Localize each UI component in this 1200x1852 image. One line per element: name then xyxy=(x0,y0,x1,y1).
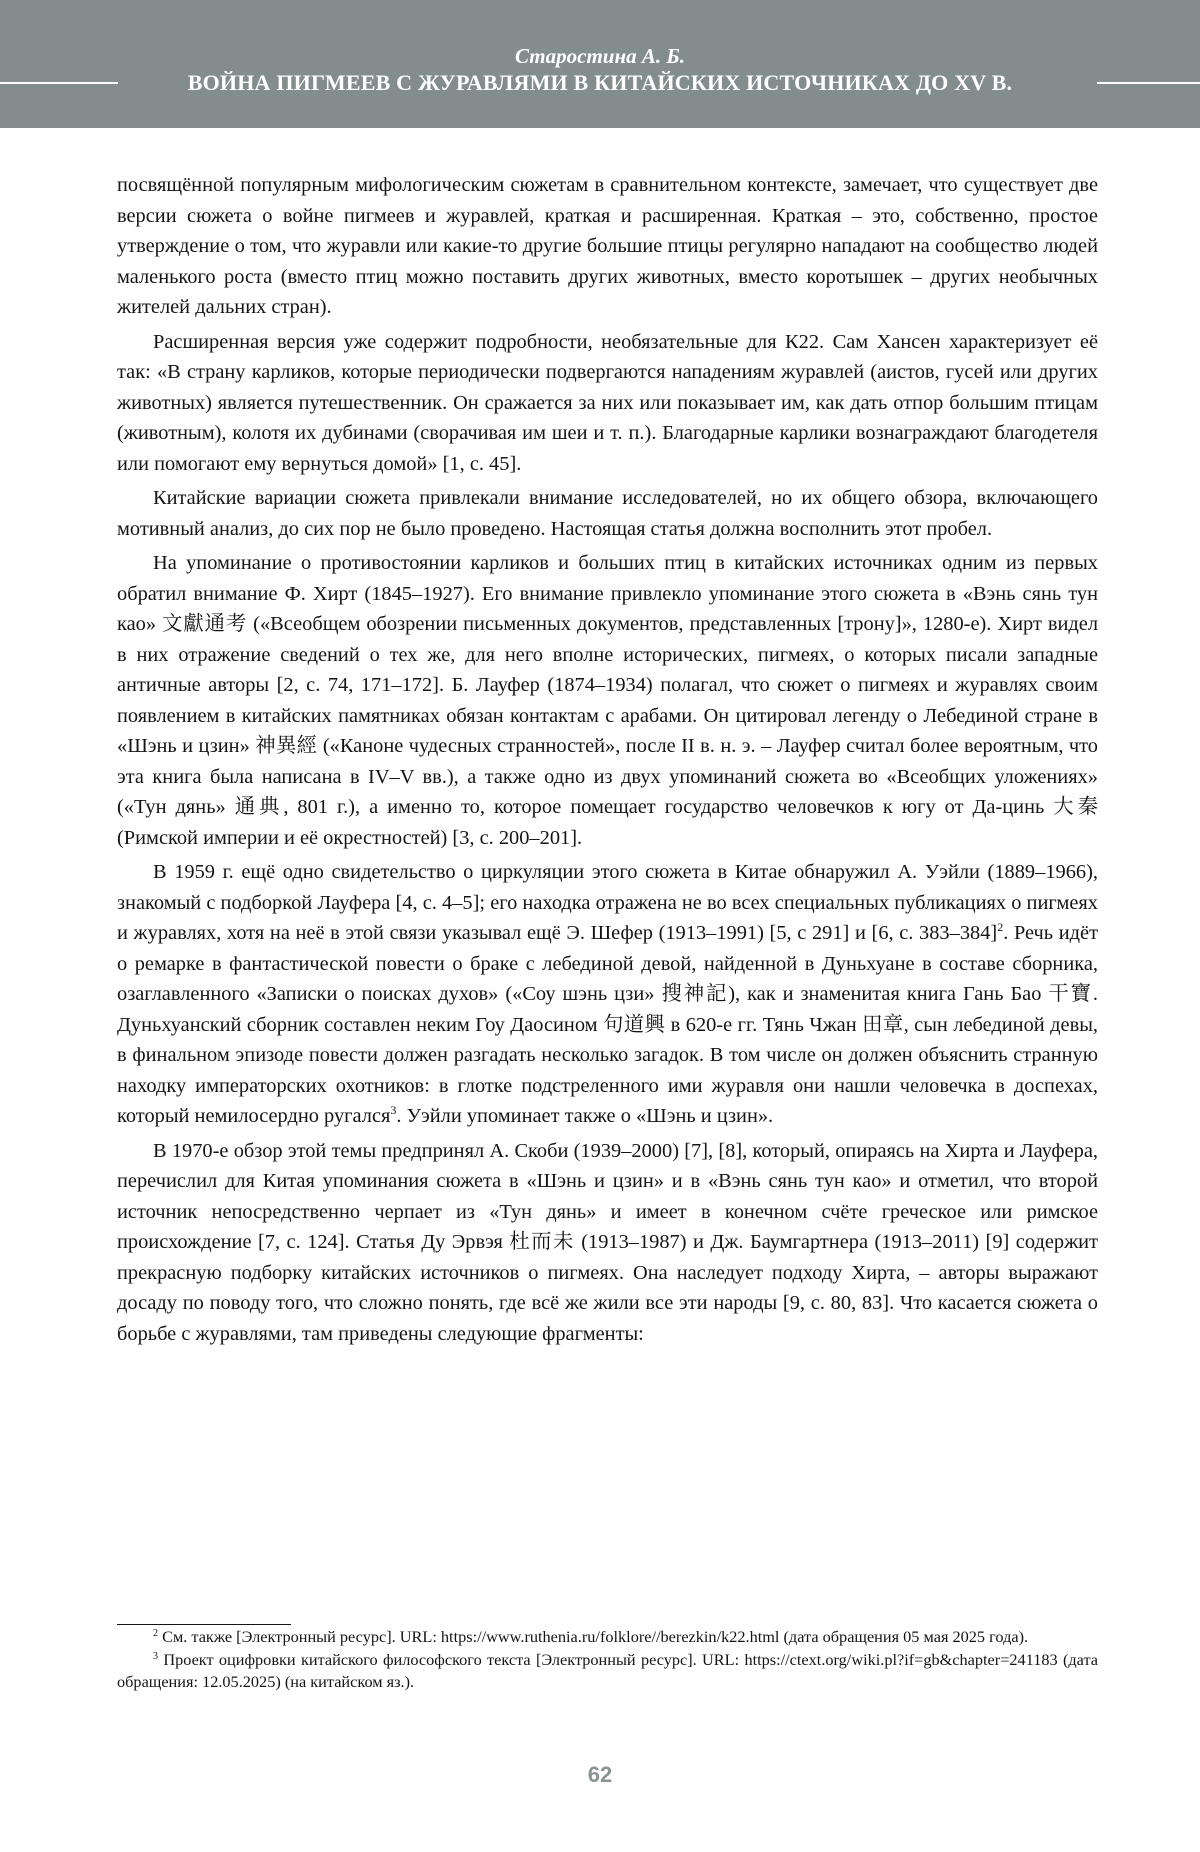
footnote-2-marker: 2 xyxy=(153,1628,158,1639)
footnote-2-text: См. также [Электронный ресурс]. URL: https://www.ruthenia.ru/folklore//berezkin/k22.html (дата обращения 05 мая 2025 года). xyxy=(162,1627,1029,1646)
paragraph-5-part-2: . Речь идёт о ремарке в фантастической повести о браке с лебединой девой, найденной в Дуньхуане в составе сборника, озаглавленного «Записки о поисках духов» («Соу шэнь цзи» 搜神記), как и знаменитая книга Гань Бао 干寶. Дуньхуанский сборник составлен неким Гоу Даосином 句道興 в 620-е гг. Тянь Чжан 田章, сын лебединой девы, в финальном эпизоде повести должен разгадать несколько загадок. В том числе он должен объяснить странную находку императорских охотников: в глотке подстреленного ими журавля они нашли человечка в доспехах, который немилосердно ругался xyxy=(117,922,1098,1127)
paragraph-4: На упоминание о противостоянии карликов и больших птиц в китайских источниках одним из первых обратил внимание Ф. Хирт (1845–1927). Его внимание привлекло упоминание этого сюжета в «Вэнь сянь тун као» 文獻通考 («Всеобщем обозрении письменных документов, представленных [трону]», 1280-е). Хирт видел в них отражение сведений о тех же, для него вполне исторических, пигмеях, о которых писали западные античные авторы [2, с. 74, 171–172]. Б. Лауфер (1874–1934) полагал, что сюжет о пигмеях и журавлях своим появлением в китайских памятниках обязан контактам с арабами. Он цитировал легенду о Лебединой стране в «Шэнь и цзин» 神異經 («Каноне чудесных странностей», после II в. н. э. – Лауфер считал более вероятным, что эта книга была написана в IV–V вв.), а также одно из двух упоминаний сюжета во «Всеобщих уложениях» («Тун дянь» 通典, 801 г.), а именно то, которое помещает государство человечков к югу от Да-цинь 大秦 (Римской империи и её окрестностей) [3, с. 200–201]. xyxy=(117,552,1098,849)
footnote-ref-2[interactable]: 2 xyxy=(997,920,1004,934)
footnote-3-text: Проект оцифровки китайского философского текста [Электронный ресурс]. URL: https://ctext.org/wiki.pl?if=gb&chapter=241183 (дата обращения: 12.05.2025) (на китайском яз.). xyxy=(117,1649,1098,1691)
header-author: Старостина А. Б. xyxy=(515,44,685,68)
paragraph-2: Расширенная версия уже содержит подробности, необязательные для К22. Сам Хансен характеризует её так: «В страну карликов, которые периодически подвергаются нападениям журавлей (аистов, гусей или других животных) является путешественник. Он сражается за них или показывает им, как дать отпор большим птицам (животным), колотя их дубинами (сворачивая им шеи и т. п.). Благодарные карлики вознаграждают благодетеля или помогают ему вернуться домой» [1, с. 45]. xyxy=(117,330,1098,475)
footnote-3-marker: 3 xyxy=(153,1650,158,1662)
running-header xyxy=(0,0,1200,128)
paragraph-3: Китайские вариации сюжета привлекали внимание исследователей, но их общего обзора, включающего мотивный анализ, до сих пор не было проведено. Настоящая статья должна восполнить этот пробел. xyxy=(117,487,1098,540)
footnote-3 xyxy=(117,1649,1098,1694)
article-body xyxy=(117,170,1098,1353)
paragraph-1: посвящённой популярным мифологическим сюжетам в сравнительном контексте, замечает, что существует две версии сюжета о войне пигмеев и журавлей, краткая и расширенная. Краткая – это, собственно, простое утверждение о том, что журавли или какие-то другие большие птицы регулярно нападают на сообщество людей маленького роста (вместо птиц можно поставить других животных, вместо коротышек – других необычных жителей дальних стран). xyxy=(117,174,1098,318)
footnote-2 xyxy=(117,1626,1098,1649)
paragraph-6: В 1970-е обзор этой темы предпринял А. Скоби (1939–2000) [7], [8], который, опираясь на Хирта и Лауфера, перечислил для Китая упоминания сюжета в «Шэнь и цзин» и в «Вэнь сянь тун као» и отметил, что второй источник непосредственно черпает из «Тун дянь» и имеет в конечном счёте греческое или римское происхождение [7, с. 124]. Статья Ду Эрвэя 杜而未 (1913–1987) и Дж. Баумгартнера (1913–2011) [9] содержит прекрасную подборку китайских источников о пигмеях. Она наследует подходу Хирта, – авторы выражают досаду по поводу того, что сложно понять, где всё же жили все эти народы [9, с. 80, 83]. Что касается сюжета о борьбе с журавлями, там приведены следующие фрагменты: xyxy=(117,1139,1098,1345)
footnote-rule xyxy=(117,1624,291,1625)
paragraph-5 xyxy=(117,857,1098,1132)
header-title: ВОЙНА ПИГМЕЕВ С ЖУРАВЛЯМИ В КИТАЙСКИХ ИСТОЧНИКАХ ДО XV В. xyxy=(187,70,1013,95)
footnote-ref-3[interactable]: 3 xyxy=(390,1103,397,1117)
page-number: 62 xyxy=(587,1762,613,1787)
footnotes xyxy=(117,1626,1098,1694)
paragraph-5-part-1: В 1959 г. ещё одно свидетельство о циркуляции этого сюжета в Китае обнаружил А. Уэйли (1889–1966), знакомый с подборкой Лауфера [4, с. 4–5]; его находка отражена не во всех специальных публикациях о пигмеях и журавлях, хотя на неё в этой связи указывал ещё Э. Шефер (1913–1991) [5, с 291] и [6, с. 383–384] xyxy=(117,861,1098,944)
paragraph-5-part-3: . Уэйли упоминает также о «Шэнь и цзин». xyxy=(396,1105,774,1127)
